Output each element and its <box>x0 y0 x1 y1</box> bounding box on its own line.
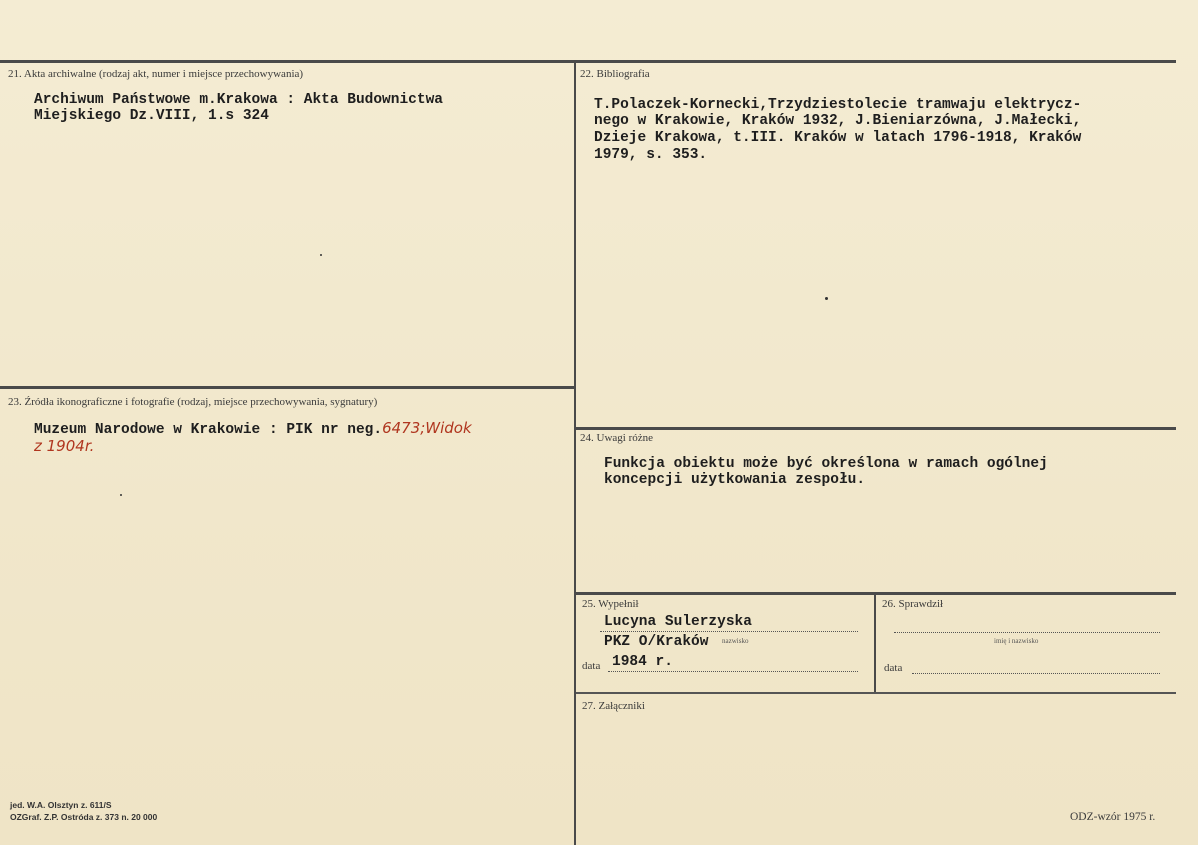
rule-25-27 <box>576 692 1176 694</box>
form-code: ODZ-wzór 1975 r. <box>1070 811 1156 823</box>
field-25-date-line <box>608 671 858 672</box>
field-23-line-1 <box>34 420 472 438</box>
rule-24-25 <box>576 592 1176 595</box>
field-27-label: 27. Załączniki <box>582 700 645 712</box>
field-25-hint: nazwisko <box>722 637 749 645</box>
paper-speck <box>320 254 322 256</box>
field-21-line-1: Archiwum Państwowe m.Krakowa : Akta Budownictwa <box>34 92 443 108</box>
field-26-date-line <box>912 673 1160 674</box>
divider-25-26 <box>874 594 876 692</box>
field-22-line-4: 1979, s. 353. <box>594 147 708 163</box>
field-24-line-2: koncepcji użytkowania zespołu. <box>604 472 866 488</box>
field-22-line-1: T.Polaczek-Kornecki,Trzydziestolecie tramwaju elektrycz- <box>594 97 1082 113</box>
field-26-label: 26. Sprawdził <box>882 598 944 610</box>
rule-22-24 <box>576 427 1176 430</box>
field-22-line-2: nego w Krakowie, Kraków 1932, J.Bieniarzówna, J.Małecki, <box>594 113 1082 129</box>
field-25-date-value: 1984 r. <box>612 654 673 670</box>
field-23-handwritten-1: 6473;Widok <box>382 419 472 437</box>
paper-speck <box>120 494 122 496</box>
field-26-name-line <box>894 632 1160 633</box>
field-21-line-2: Miejskiego Dz.VIII, 1.s 324 <box>34 108 269 124</box>
field-23-label: 23. Źródła ikonograficzne i fotografie (rodzaj, miejsce przechowywania, sygnatury) <box>8 396 378 408</box>
field-26-date-label: data <box>884 662 903 674</box>
field-22-label: 22. Bibliografia <box>580 68 650 80</box>
imprint-line-2: OZGraf. Z.P. Ostróda z. 373 n. 20 000 <box>10 812 158 822</box>
field-24-line-1: Funkcja obiektu może być określona w ramach ogólnej <box>604 456 1048 472</box>
field-21-label: 21. Akta archiwalne (rodzaj akt, numer i miejsce przechowywania) <box>8 68 304 80</box>
field-23-typed-text: Muzeum Narodowe w Krakowie : PIK nr neg. <box>34 422 383 438</box>
imprint-line-1: jed. W.A. Olsztyn z. 611/S <box>10 800 112 810</box>
rule-21-23 <box>0 386 574 389</box>
top-rule <box>0 60 1176 63</box>
field-25-org: PKZ O/Kraków <box>604 634 709 650</box>
field-23-handwritten-2: z 1904r. <box>34 437 95 455</box>
center-divider <box>574 62 576 845</box>
field-26-hint: imię i nazwisko <box>994 637 1039 645</box>
paper-speck <box>825 297 828 300</box>
field-24-label: 24. Uwagi różne <box>580 432 654 444</box>
field-25-name-line <box>600 631 858 632</box>
field-25-name: Lucyna Sulerzyska <box>604 614 752 630</box>
field-25-date-label: data <box>582 660 601 672</box>
field-22-line-3: Dzieje Krakowa, t.III. Kraków w latach 1796-1918, Kraków <box>594 130 1082 146</box>
field-25-label: 25. Wypełnił <box>582 598 639 610</box>
